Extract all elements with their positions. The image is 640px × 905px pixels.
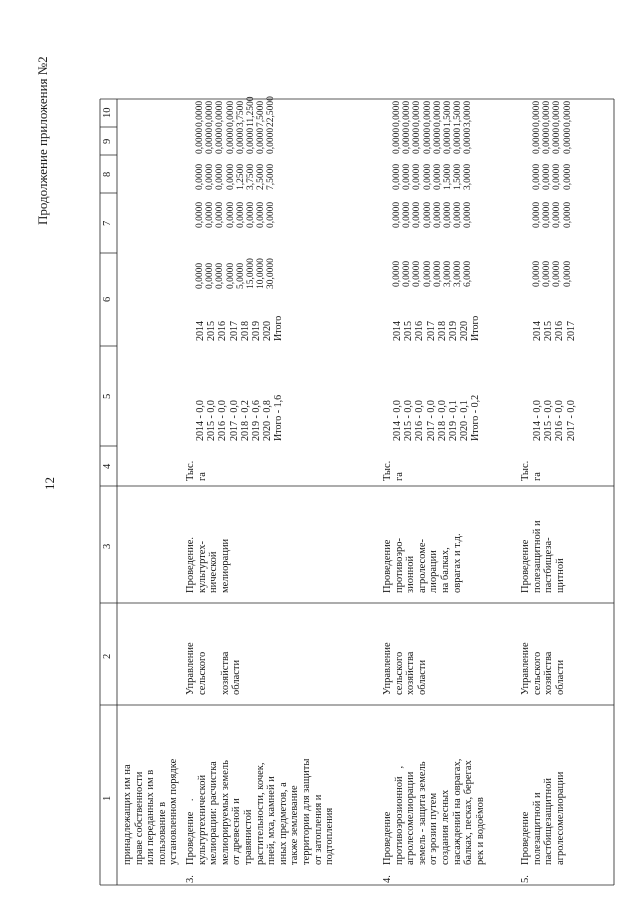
row-3-col6: 0,0000 0,0000 0,0000 0,0000 5,0000 15,0000 10,0000 30,0000 <box>195 258 277 289</box>
page-number: 12 <box>42 477 57 490</box>
col-header-4: 4 <box>102 463 113 469</box>
row-5-col6: 0,0000 0,0000 0,0000 0,0000 <box>532 260 573 287</box>
row-3-col9: 0,0000 0,0000 0,0000 0,0000 0,0000 0,0000 0,0000 0,0000 <box>195 127 277 154</box>
row-3-col7: 0,0000 0,0000 0,0000 0,0000 0,0000 0,0000 0,0000 0,0000 <box>195 201 277 228</box>
row-5-years: 2014 2015 2016 2017 <box>532 321 577 341</box>
appendix-title: Продолжение приложения №2 <box>35 56 50 225</box>
row-4-number: 4. <box>382 875 393 883</box>
row-5-col10: 0,0000 0,0000 0,0000 0,0000 <box>532 100 573 127</box>
col-header-1: 1 <box>102 795 113 801</box>
row-3-unit: Тыс. га <box>185 460 208 481</box>
row-3-number: 3. <box>185 875 196 883</box>
col-header-9: 9 <box>102 138 113 144</box>
col-header-8: 8 <box>102 171 113 177</box>
row-3-executor: Управление сельского хозяйства области <box>185 642 243 695</box>
row-3-years: 2014 2015 2016 2017 2018 2019 2020 Итого <box>195 315 285 341</box>
row-4-unit: Тыс. га <box>382 460 405 481</box>
row-4-years: 2014 2015 2016 2017 2018 2019 2020 Итого <box>392 315 482 341</box>
row-4-measure: Проведение противоэро- зионной агролесоме- лиорации на балках, оврагах и т.д. <box>382 533 463 593</box>
row-5-executor: Управление сельского хозяйства области <box>520 642 566 695</box>
row-3-col10: 0,0000 0,0000 0,0000 0,0000 3,7500 11,2500 7,5000 22,5000 <box>195 96 277 127</box>
row-4-col8: 0,0000 0,0000 0,0000 0,0000 0,0000 1,5000 1,5000 3,0000 <box>392 163 474 190</box>
row-4-name: Проведение противоэрозионной , агролесомелиорации земель - защита земель от эрозии путем создания лесных насаждений на оврагах, балках, песках, берегах рек и водоёмов <box>382 758 486 865</box>
col-header-2: 2 <box>102 653 113 659</box>
row-3-name: Проведение . культуртехнической мелиорации: расчистка мелиорируемых земель от древесной и травянистой растительности, кочек, пней, мха, камней и иных предметов, а также землевание территории для защиты от затопления и подтопления <box>185 758 336 865</box>
row-4-col9: 0,0000 0,0000 0,0000 0,0000 0,0000 0,0000 0,0000 0,0000 <box>392 127 474 154</box>
row-5-volume: 2014 - 0,0 2015 - 0,0 2016 - 0,0 2017 - 0,0 <box>532 400 577 441</box>
row-3-col8: 0,0000 0,0000 0,0000 0,0000 1,2500 3,7500 2,5000 7,5000 <box>195 163 277 190</box>
col-header-6: 6 <box>102 296 113 302</box>
row-5-number: 5. <box>520 875 531 883</box>
row-4-volume: 2014 - 0,0 2015 - 0,0 2016 - 0,0 2017 - 0,0 2018 - 0,0 2019 - 0,1 2020 - 0,1 Итого - 0,2 <box>392 394 482 441</box>
row-4-col6: 0,0000 0,0000 0,0000 0,0000 0,0000 3,0000 3,0000 6,0000 <box>392 260 474 287</box>
row-5-col7: 0,0000 0,0000 0,0000 0,0000 <box>532 201 573 228</box>
row-5-name: Проведение полезащитной и пастбищезащитной агролесомелиорации <box>520 771 566 865</box>
col-header-3: 3 <box>102 543 113 549</box>
row-5-col9: 0,0000 0,0000 0,0000 0,0000 <box>532 127 573 154</box>
carry-over-text: принадлежащих им на праве собственности или переданных им в пользование в установленном порядке <box>122 758 180 865</box>
row-5-col8: 0,0000 0,0000 0,0000 0,0000 <box>532 163 573 190</box>
row-4-executor: Управление сельского хозяйства области <box>382 642 428 695</box>
col-header-5: 5 <box>102 393 113 399</box>
col-header-7: 7 <box>102 220 113 226</box>
row-3-measure: Проведение. культуртех- нической мелиорации <box>185 536 231 593</box>
col-header-10: 10 <box>102 107 113 118</box>
row-4-col10: 0,0000 0,0000 0,0000 0,0000 0,0000 1,5000 1,5000 3,0000 <box>392 100 474 127</box>
row-4-col7: 0,0000 0,0000 0,0000 0,0000 0,0000 0,0000 0,0000 0,0000 <box>392 201 474 228</box>
row-3-volume: 2014 - 0,0 2015 - 0,0 2016 - 0,0 2017 - 0,0 2018 - 0,2 2019 - 0,6 2020 - 0,8 Итого - 1,6 <box>195 394 285 441</box>
row-5-measure: Проведение полезащитной и пастбищеза- щитной <box>520 520 566 593</box>
row-5-unit: Тыс. га <box>520 460 543 481</box>
